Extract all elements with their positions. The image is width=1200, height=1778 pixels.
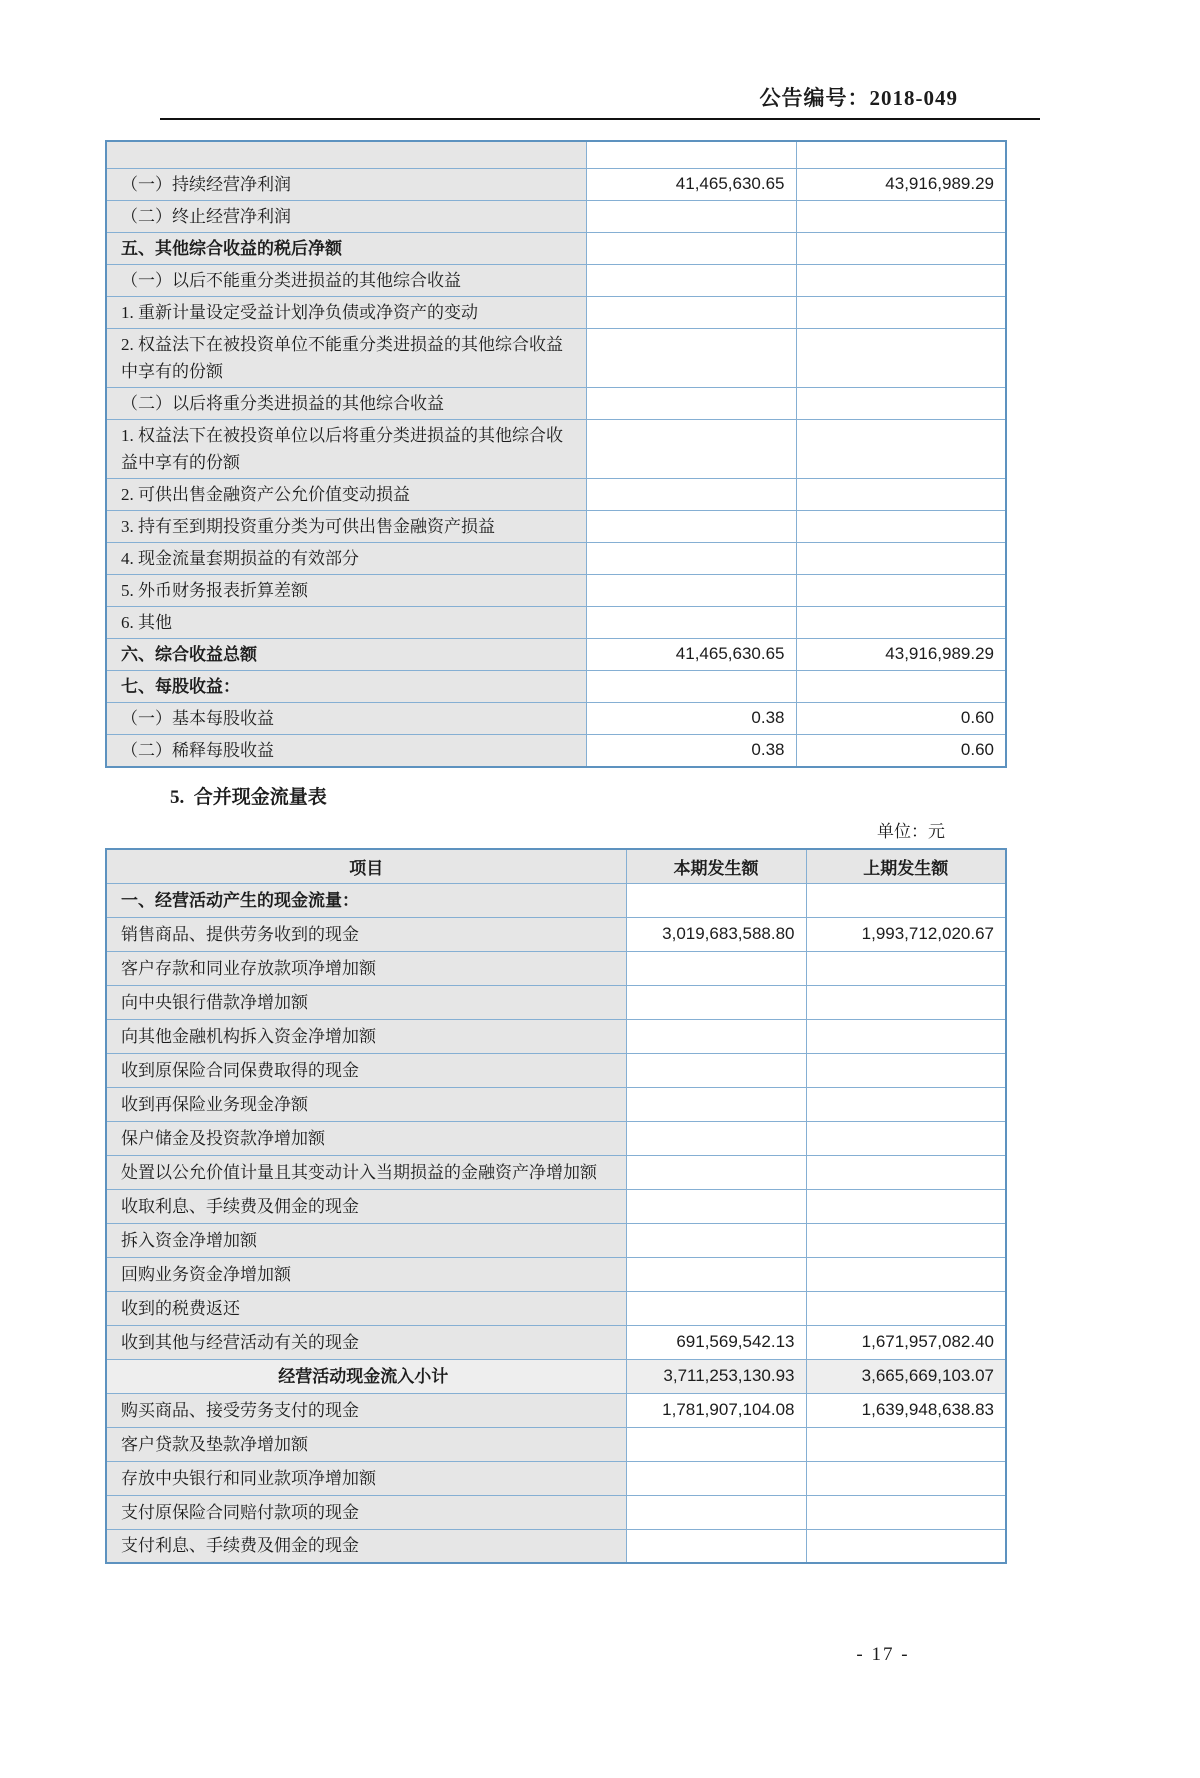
current-period-value-cell [586, 670, 796, 702]
prior-period-value-cell [796, 328, 1006, 387]
prior-period-value-cell [806, 1291, 1006, 1325]
row-label-cell: 一、经营活动产生的现金流量： [106, 883, 626, 917]
table-row [106, 1087, 1006, 1121]
row-label-cell: 收到原保险合同保费取得的现金 [106, 1053, 626, 1087]
current-period-value-cell [626, 951, 806, 985]
table-row [106, 702, 1006, 734]
row-label-cell: （二）以后将重分类进损益的其他综合收益 [106, 387, 586, 419]
current-period-value-cell [586, 419, 796, 478]
table-row [106, 606, 1006, 638]
prior-period-value-cell [806, 1427, 1006, 1461]
prior-period-value-cell [796, 264, 1006, 296]
row-label-cell: 五、其他综合收益的税后净额 [106, 232, 586, 264]
row-label-cell: 收到再保险业务现金净额 [106, 1087, 626, 1121]
current-period-value-cell [626, 1291, 806, 1325]
table-row [106, 670, 1006, 702]
column-header-prior-period: 上期发生额 [806, 849, 1006, 884]
prior-period-value-cell [796, 232, 1006, 264]
row-label-cell: （二）终止经营净利润 [106, 200, 586, 232]
prior-period-value-cell: 43,916,989.29 [796, 168, 1006, 200]
table-row [106, 1257, 1006, 1291]
table-row [106, 734, 1006, 767]
table-row [106, 1019, 1006, 1053]
table-row [106, 296, 1006, 328]
current-period-value-cell [626, 1257, 806, 1291]
page-number: - 17 - [856, 1644, 910, 1665]
current-period-value-cell [626, 1019, 806, 1053]
table-row [106, 200, 1006, 232]
table-row [106, 387, 1006, 419]
unit-label: 单位：元 [877, 821, 945, 841]
prior-period-value-cell [806, 1053, 1006, 1087]
current-period-value-cell [586, 264, 796, 296]
prior-period-value-cell [806, 1189, 1006, 1223]
prior-period-value-cell [806, 1155, 1006, 1189]
row-label-cell: 拆入资金净增加额 [106, 1223, 626, 1257]
prior-period-value-cell: 43,916,989.29 [796, 638, 1006, 670]
row-label-cell: 支付利息、手续费及佣金的现金 [106, 1529, 626, 1563]
prior-period-value-cell: 3,665,669,103.07 [806, 1359, 1006, 1393]
prior-period-value-cell: 1,993,712,020.67 [806, 917, 1006, 951]
table-row [106, 232, 1006, 264]
prior-period-value-cell [796, 574, 1006, 606]
prior-period-value-cell [806, 1257, 1006, 1291]
row-label-cell: （一）基本每股收益 [106, 702, 586, 734]
table-row [106, 951, 1006, 985]
prior-period-value-cell [796, 419, 1006, 478]
current-period-value-cell [586, 141, 796, 168]
current-period-value-cell [626, 1461, 806, 1495]
current-period-value-cell [626, 1495, 806, 1529]
row-label-cell: 支付原保险合同赔付款项的现金 [106, 1495, 626, 1529]
table-row [106, 1053, 1006, 1087]
current-period-value-cell [626, 883, 806, 917]
current-period-value-cell: 41,465,630.65 [586, 168, 796, 200]
current-period-value-cell [626, 1529, 806, 1563]
prior-period-value-cell [806, 883, 1006, 917]
row-label-cell: 1. 权益法下在被投资单位以后将重分类进损益的其他综合收益中享有的份额 [106, 419, 586, 478]
prior-period-value-cell [806, 1223, 1006, 1257]
prior-period-value-cell [796, 141, 1006, 168]
prior-period-value-cell [796, 510, 1006, 542]
row-label-cell: 4. 现金流量套期损益的有效部分 [106, 542, 586, 574]
current-period-value-cell [626, 1121, 806, 1155]
income-statement-table [105, 140, 1007, 768]
prior-period-value-cell [806, 1529, 1006, 1563]
current-period-value-cell [586, 606, 796, 638]
current-period-value-cell: 41,465,630.65 [586, 638, 796, 670]
row-label-cell: 收到的税费返还 [106, 1291, 626, 1325]
table-row [106, 917, 1006, 951]
prior-period-value-cell [806, 1461, 1006, 1495]
row-label-cell: 存放中央银行和同业款项净增加额 [106, 1461, 626, 1495]
row-label-cell: （二）稀释每股收益 [106, 734, 586, 767]
prior-period-value-cell [796, 542, 1006, 574]
current-period-value-cell [586, 328, 796, 387]
row-label-cell: 保户储金及投资款净增加额 [106, 1121, 626, 1155]
current-period-value-cell [626, 1087, 806, 1121]
prior-period-value-cell: 1,671,957,082.40 [806, 1325, 1006, 1359]
current-period-value-cell [586, 542, 796, 574]
table-header-row [106, 849, 1006, 884]
table-row [106, 1461, 1006, 1495]
table-row [106, 264, 1006, 296]
cashflow-statement-table [105, 848, 1007, 1565]
current-period-value-cell [586, 200, 796, 232]
row-label-cell: 向中央银行借款净增加额 [106, 985, 626, 1019]
prior-period-value-cell [796, 478, 1006, 510]
current-period-value-cell: 0.38 [586, 702, 796, 734]
table-row [106, 419, 1006, 478]
prior-period-value-cell [806, 1495, 1006, 1529]
table-row [106, 1427, 1006, 1461]
row-label-cell: 2. 可供出售金融资产公允价值变动损益 [106, 478, 586, 510]
current-period-value-cell [626, 985, 806, 1019]
table-row [106, 1325, 1006, 1359]
row-label-cell: 6. 其他 [106, 606, 586, 638]
prior-period-value-cell [806, 1087, 1006, 1121]
current-period-value-cell [586, 232, 796, 264]
prior-period-value-cell [806, 1019, 1006, 1053]
current-period-value-cell [586, 574, 796, 606]
table-row [106, 1291, 1006, 1325]
current-period-value-cell: 3,019,683,588.80 [626, 917, 806, 951]
prior-period-value-cell [796, 296, 1006, 328]
table-row [106, 478, 1006, 510]
prior-period-value-cell [796, 387, 1006, 419]
prior-period-value-cell [796, 200, 1006, 232]
table-row [106, 1359, 1006, 1393]
current-period-value-cell [626, 1155, 806, 1189]
table-row [106, 985, 1006, 1019]
row-label-cell: 客户贷款及垫款净增加额 [106, 1427, 626, 1461]
current-period-value-cell [586, 510, 796, 542]
current-period-value-cell: 691,569,542.13 [626, 1325, 806, 1359]
column-header-item: 项目 [106, 849, 626, 884]
table-row [106, 1529, 1006, 1563]
current-period-value-cell [626, 1053, 806, 1087]
row-label-cell: 经营活动现金流入小计 [106, 1359, 626, 1393]
header-divider [160, 118, 1040, 120]
page-content [105, 140, 1005, 1564]
table-row [106, 1393, 1006, 1427]
row-label-cell: 处置以公允价值计量且其变动计入当期损益的金融资产净增加额 [106, 1155, 626, 1189]
row-label-cell: 六、综合收益总额 [106, 638, 586, 670]
prior-period-value-cell: 0.60 [796, 734, 1006, 767]
table-row [106, 328, 1006, 387]
table-row [106, 141, 1006, 168]
current-period-value-cell [626, 1427, 806, 1461]
table-row [106, 542, 1006, 574]
prior-period-value-cell [806, 985, 1006, 1019]
row-label-cell: 2. 权益法下在被投资单位不能重分类进损益的其他综合收益中享有的份额 [106, 328, 586, 387]
current-period-value-cell: 0.38 [586, 734, 796, 767]
row-label-cell: 向其他金融机构拆入资金净增加额 [106, 1019, 626, 1053]
row-label-cell: 5. 外币财务报表折算差额 [106, 574, 586, 606]
current-period-value-cell: 3,711,253,130.93 [626, 1359, 806, 1393]
prior-period-value-cell [806, 1121, 1006, 1155]
current-period-value-cell [626, 1223, 806, 1257]
current-period-value-cell: 1,781,907,104.08 [626, 1393, 806, 1427]
prior-period-value-cell: 0.60 [796, 702, 1006, 734]
table-row [106, 1189, 1006, 1223]
table-row [106, 638, 1006, 670]
current-period-value-cell [586, 387, 796, 419]
table-row [106, 1223, 1006, 1257]
table-row [106, 510, 1006, 542]
row-label-cell: 七、每股收益： [106, 670, 586, 702]
table-row [106, 1495, 1006, 1529]
row-label-cell: 回购业务资金净增加额 [106, 1257, 626, 1291]
prior-period-value-cell [796, 670, 1006, 702]
row-label-cell: （一）持续经营净利润 [106, 168, 586, 200]
prior-period-value-cell [796, 606, 1006, 638]
table-row [106, 883, 1006, 917]
row-label-cell: （一）以后不能重分类进损益的其他综合收益 [106, 264, 586, 296]
table-row [106, 574, 1006, 606]
row-label-cell: 客户存款和同业存放款项净增加额 [106, 951, 626, 985]
current-period-value-cell [586, 478, 796, 510]
table-row [106, 168, 1006, 200]
column-header-current-period: 本期发生额 [626, 849, 806, 884]
row-label-cell: 收取利息、手续费及佣金的现金 [106, 1189, 626, 1223]
table-row [106, 1121, 1006, 1155]
row-label-cell: 购买商品、接受劳务支付的现金 [106, 1393, 626, 1427]
row-label-cell: 销售商品、提供劳务收到的现金 [106, 917, 626, 951]
section-heading: 5. 合并现金流量表 [170, 786, 327, 808]
row-label-cell: 3. 持有至到期投资重分类为可供出售金融资产损益 [106, 510, 586, 542]
prior-period-value-cell: 1,639,948,638.83 [806, 1393, 1006, 1427]
announcement-number: 公告编号：2018-049 [759, 86, 958, 110]
current-period-value-cell [626, 1189, 806, 1223]
row-label-cell: 1. 重新计量设定受益计划净负债或净资产的变动 [106, 296, 586, 328]
current-period-value-cell [586, 296, 796, 328]
table-row [106, 1155, 1006, 1189]
row-label-cell: 收到其他与经营活动有关的现金 [106, 1325, 626, 1359]
prior-period-value-cell [806, 951, 1006, 985]
row-label-cell [106, 141, 586, 168]
doc-header [160, 82, 1040, 120]
